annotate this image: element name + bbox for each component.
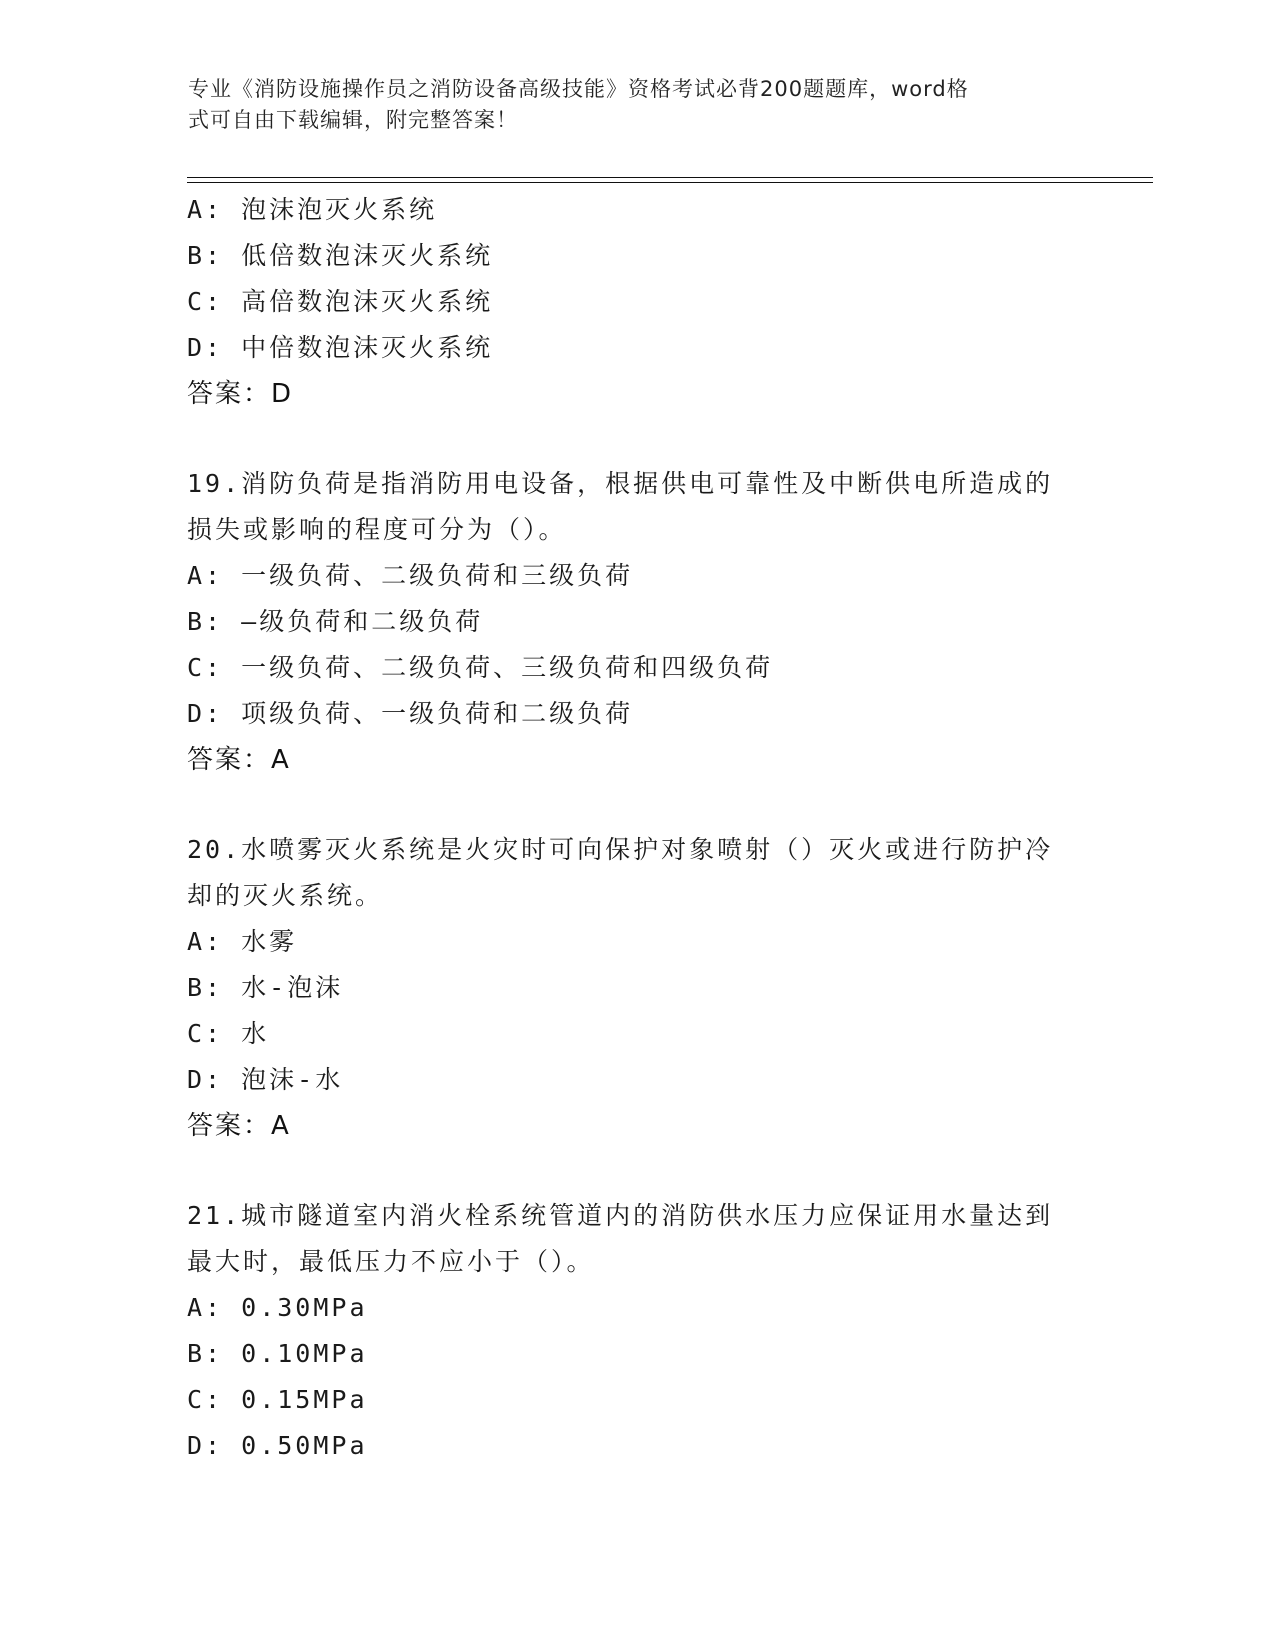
- header-line-2: 式可自由下载编辑，附完整答案！: [188, 108, 518, 132]
- question-list: [187, 187, 1087, 1469]
- question-19: [187, 461, 1087, 783]
- option-c: C: 水: [187, 1019, 270, 1048]
- answer-line: 答案：A: [187, 745, 291, 775]
- option-d: D: 0.50MPa: [187, 1431, 368, 1460]
- option-a: A: 0.30MPa: [187, 1293, 368, 1322]
- header-line-1: 专业《消防设施操作员之消防设备高级技能》资格考试必背200题题库，word格: [188, 77, 969, 101]
- document-header: [188, 74, 1068, 136]
- option-b: B: 低倍数泡沫灭火系统: [187, 241, 494, 270]
- question-stem-line-2: 最大时，最低压力不应小于（）。: [187, 1247, 595, 1276]
- option-c: C: 0.15MPa: [187, 1385, 368, 1414]
- option-a: A: 水雾: [187, 927, 298, 956]
- option-a: A: 一级负荷、二级负荷和三级负荷: [187, 561, 634, 590]
- option-d: D: 泡沫-水: [187, 1065, 344, 1094]
- answer-line: 答案：A: [187, 1111, 291, 1141]
- answer-line: 答案：D: [187, 379, 294, 409]
- question-stem-line-2: 损失或影响的程度可分为（）。: [187, 515, 567, 544]
- option-d: D: 项级负荷、一级负荷和二级负荷: [187, 699, 634, 728]
- option-b: B: 0.10MPa: [187, 1339, 368, 1368]
- question-18-tail: [187, 187, 1087, 417]
- question-stem-line-2: 却的灭火系统。: [187, 881, 384, 910]
- option-c: C: 高倍数泡沫灭火系统: [187, 287, 494, 316]
- question-stem-line-1: 19.消防负荷是指消防用电设备，根据供电可靠性及中断供电所造成的: [187, 469, 1054, 498]
- question-stem-line-1: 21.城市隧道室内消火栓系统管道内的消防供水压力应保证用水量达到: [187, 1201, 1054, 1230]
- header-divider-top: [187, 177, 1153, 178]
- option-b: B: 水-泡沫: [187, 973, 344, 1002]
- option-a: A: 泡沫泡灭火系统: [187, 195, 438, 224]
- option-b: B: —级负荷和二级负荷: [187, 607, 484, 636]
- option-c: C: 一级负荷、二级负荷、三级负荷和四级负荷: [187, 653, 774, 682]
- question-20: [187, 827, 1087, 1149]
- option-d: D: 中倍数泡沫灭火系统: [187, 333, 494, 362]
- question-21: [187, 1193, 1087, 1469]
- header-divider-bottom: [187, 182, 1153, 183]
- question-stem-line-1: 20.水喷雾灭火系统是火灾时可向保护对象喷射（）灭火或进行防护冷: [187, 835, 1054, 864]
